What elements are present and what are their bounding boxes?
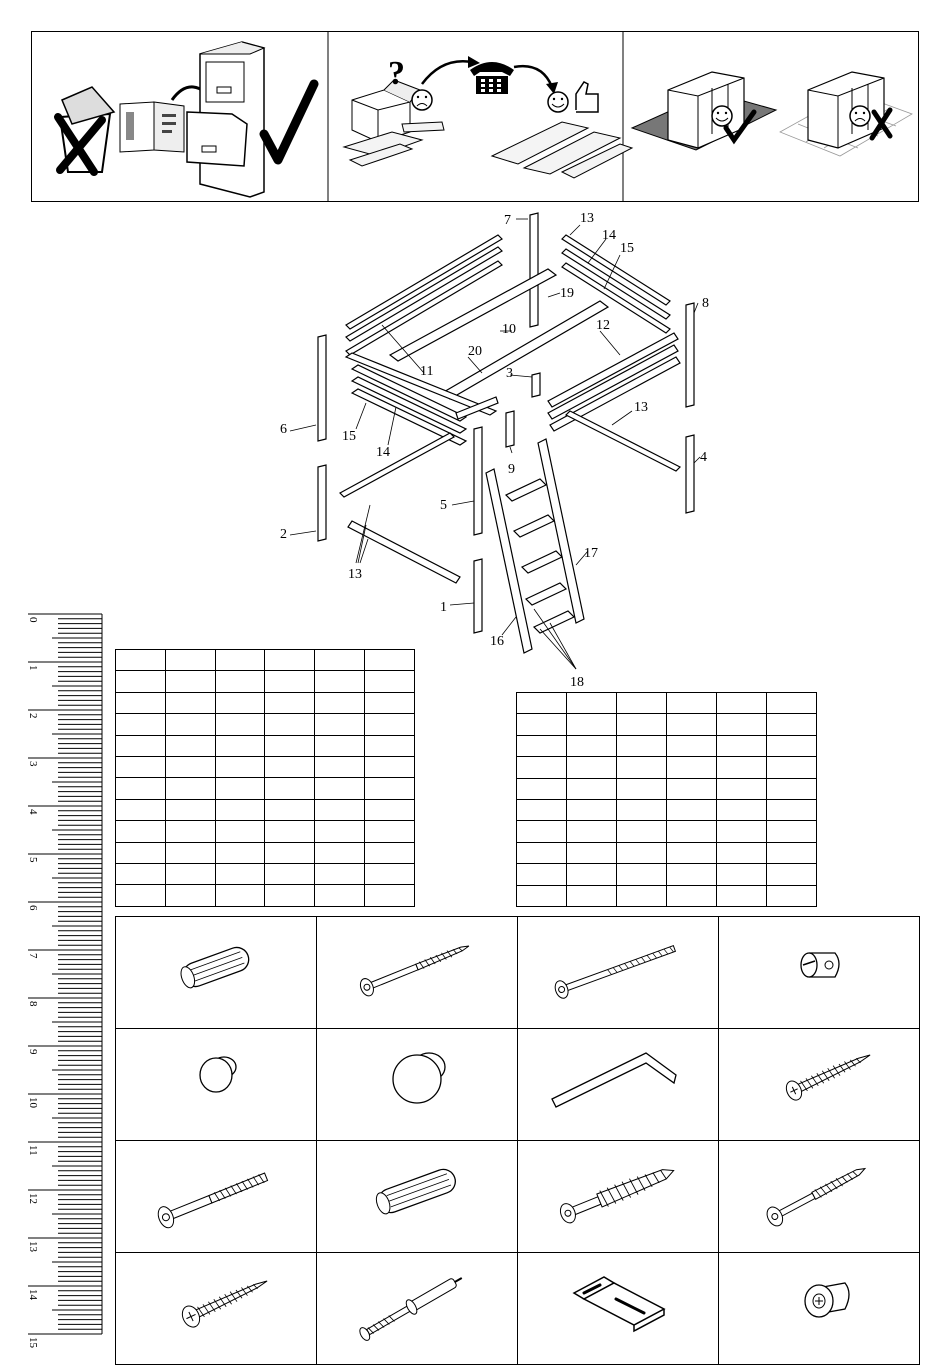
part-label: 10 — [502, 322, 516, 337]
sad-face-icon — [412, 90, 432, 110]
table-cell — [517, 714, 567, 735]
table-cell — [165, 799, 215, 820]
table-cell — [365, 799, 415, 820]
instruction-booklet-icon — [120, 102, 184, 152]
table-cell — [365, 757, 415, 778]
table-cell — [365, 821, 415, 842]
table-cell — [116, 842, 166, 863]
hardware-cell — [317, 917, 518, 1029]
table-cell — [116, 885, 166, 907]
hardware-cell — [719, 1141, 920, 1253]
table-cell — [667, 842, 717, 863]
table-cell — [265, 757, 315, 778]
table-cell — [265, 821, 315, 842]
table-cell — [215, 757, 265, 778]
table-cell — [617, 693, 667, 714]
ruler-label: 7 — [28, 953, 39, 959]
part-label: 7 — [504, 213, 511, 228]
check-mark-icon — [264, 84, 314, 160]
table-row — [517, 714, 817, 735]
part-label: 3 — [506, 366, 513, 381]
ruler-label: 11 — [28, 1145, 39, 1156]
part-label: 6 — [280, 422, 287, 437]
part-label: 16 — [490, 634, 504, 649]
table-cell — [265, 692, 315, 713]
phillips-wood-screw-icon — [719, 1029, 919, 1135]
ruler-label: 5 — [28, 857, 39, 863]
table-row — [517, 799, 817, 820]
table-cell — [567, 885, 617, 906]
hammer-in-anchor-icon — [317, 1253, 517, 1359]
table-cell — [365, 864, 415, 885]
table-cell — [667, 799, 717, 820]
thumbs-up-icon — [576, 82, 598, 112]
sad-face-icon — [850, 106, 870, 126]
table-cell — [667, 693, 717, 714]
table-cell — [567, 799, 617, 820]
table-cell — [767, 842, 817, 863]
table-cell — [517, 821, 567, 842]
table-cell — [365, 671, 415, 692]
long-screw-icon — [317, 917, 517, 1023]
table-cell — [315, 671, 365, 692]
hardware-cell — [116, 1141, 317, 1253]
table-cell — [215, 842, 265, 863]
table-cell — [717, 864, 767, 885]
table-cell — [315, 735, 365, 756]
table-cell — [667, 885, 717, 906]
hardware-cell — [518, 1253, 719, 1365]
table-row — [116, 757, 415, 778]
ruler-label: 13 — [28, 1241, 39, 1252]
table-row — [116, 692, 415, 713]
table-cell — [215, 821, 265, 842]
table-row — [517, 885, 817, 906]
table-row — [116, 842, 415, 863]
table-row — [116, 885, 415, 907]
table-row — [116, 864, 415, 885]
table-cell — [667, 757, 717, 778]
ruler-label: 6 — [28, 905, 39, 911]
ruler-label: 15 — [28, 1337, 39, 1348]
table-cell — [567, 842, 617, 863]
table-cell — [116, 757, 166, 778]
happy-face-icon — [712, 106, 732, 126]
table-cell — [315, 842, 365, 863]
allen-key-icon — [518, 1029, 718, 1135]
instruction-banner-art — [32, 32, 918, 201]
question-mark-icon: ? — [388, 55, 405, 92]
table-row — [116, 714, 415, 735]
table-cell — [365, 692, 415, 713]
ruler-label: 8 — [28, 1001, 39, 1007]
part-label: 9 — [508, 462, 515, 477]
table-cell — [365, 885, 415, 907]
angle-bracket-icon — [518, 1253, 718, 1359]
wooden-dowel-large-icon — [317, 1141, 517, 1247]
table-cell — [517, 842, 567, 863]
table-cell — [315, 885, 365, 907]
hardware-cell — [317, 1141, 518, 1253]
part-label: 2 — [280, 527, 287, 542]
table-cell — [517, 864, 567, 885]
table-row — [116, 650, 415, 671]
table-cell — [215, 778, 265, 799]
table-cell — [617, 757, 667, 778]
table-cell — [165, 650, 215, 671]
part-label: 13 — [348, 567, 362, 582]
telephone-icon — [470, 62, 514, 94]
ruler-label: 9 — [28, 1049, 39, 1055]
table-cell — [315, 799, 365, 820]
table-cell — [116, 714, 166, 735]
table-cell — [116, 671, 166, 692]
table-cell — [315, 757, 365, 778]
table-row — [517, 842, 817, 863]
table-cell — [567, 778, 617, 799]
assembly-diagram — [270, 205, 730, 695]
table-row — [116, 778, 415, 799]
table-cell — [767, 735, 817, 756]
part-label: 14 — [602, 228, 616, 243]
table-cell — [315, 692, 365, 713]
hardware-cell — [719, 917, 920, 1029]
table-cell — [165, 671, 215, 692]
table-cell — [517, 799, 567, 820]
table-cell — [767, 885, 817, 906]
table-row — [116, 671, 415, 692]
table-cell — [116, 778, 166, 799]
table-cell — [717, 778, 767, 799]
table-cell — [265, 735, 315, 756]
hardware-grid — [115, 916, 920, 1365]
wall-plug-screw-icon — [518, 1141, 718, 1247]
part-label: 13 — [634, 400, 648, 415]
hardware-cell — [116, 1029, 317, 1141]
table-cell — [517, 757, 567, 778]
table-row — [116, 735, 415, 756]
hardware-cell — [116, 1253, 317, 1365]
table-cell — [215, 735, 265, 756]
wooden-dowel-icon — [116, 917, 316, 1023]
table-row — [116, 799, 415, 820]
table-cell — [667, 778, 717, 799]
table-cell — [567, 693, 617, 714]
table-cell — [717, 714, 767, 735]
table-cell — [165, 778, 215, 799]
table-cell — [767, 864, 817, 885]
table-cell — [617, 799, 667, 820]
large-knob-icon — [317, 1029, 517, 1135]
table-cell — [116, 692, 166, 713]
threaded-sleeve-nut-icon — [719, 1253, 919, 1359]
part-label: 8 — [702, 296, 709, 311]
table-cell — [116, 864, 166, 885]
table-row — [517, 693, 817, 714]
table-cell — [215, 799, 265, 820]
table-cell — [767, 714, 817, 735]
part-label: 20 — [468, 344, 482, 359]
table-cell — [265, 650, 315, 671]
table-cell — [116, 821, 166, 842]
ruler-label: 2 — [28, 713, 39, 719]
table-cell — [717, 799, 767, 820]
table-cell — [617, 714, 667, 735]
cam-barrel-nut-icon — [719, 917, 919, 1023]
part-label: 13 — [580, 211, 594, 226]
table-cell — [215, 864, 265, 885]
part-label: 11 — [420, 364, 434, 379]
ruler-label: 4 — [28, 809, 39, 815]
hardware-cell — [317, 1253, 518, 1365]
table-cell — [315, 778, 365, 799]
long-bolt-icon — [518, 917, 718, 1023]
table-cell — [567, 714, 617, 735]
table-cell — [165, 692, 215, 713]
table-cell — [767, 799, 817, 820]
table-cell — [567, 864, 617, 885]
table-cell — [365, 778, 415, 799]
table-cell — [116, 735, 166, 756]
table-cell — [567, 735, 617, 756]
table-cell — [315, 821, 365, 842]
ruler-label: 12 — [28, 1193, 39, 1204]
sorted-boards-icon — [492, 122, 632, 178]
measuring-ruler — [28, 612, 104, 1357]
part-label: 15 — [620, 241, 634, 256]
table-cell — [667, 821, 717, 842]
table-cell — [517, 778, 567, 799]
table-cell — [567, 821, 617, 842]
table-cell — [265, 842, 315, 863]
table-cell — [767, 778, 817, 799]
hardware-cell — [719, 1253, 920, 1365]
table-cell — [365, 735, 415, 756]
phillips-wood-screw-2-icon — [116, 1253, 316, 1359]
open-box-icon — [352, 80, 420, 142]
part-label: 14 — [376, 445, 390, 460]
table-cell — [165, 757, 215, 778]
table-row — [517, 864, 817, 885]
table-cell — [617, 735, 667, 756]
table-cell — [767, 693, 817, 714]
part-label: 18 — [570, 675, 584, 690]
table-cell — [215, 650, 265, 671]
hardware-cell — [518, 1141, 719, 1253]
hardware-cell — [116, 917, 317, 1029]
table-cell — [265, 885, 315, 907]
table-cell — [265, 864, 315, 885]
table-cell — [717, 757, 767, 778]
table-row — [517, 757, 817, 778]
table-cell — [315, 714, 365, 735]
small-knob-icon — [116, 1029, 316, 1135]
table-cell — [517, 693, 567, 714]
part-label: 1 — [440, 600, 447, 615]
happy-face-icon — [548, 92, 568, 112]
instruction-banner — [31, 31, 919, 202]
hardware-cell — [518, 917, 719, 1029]
ruler-label: 1 — [28, 665, 39, 671]
table-cell — [365, 714, 415, 735]
table-cell — [315, 864, 365, 885]
table-cell — [667, 735, 717, 756]
filing-cabinet-icon — [187, 42, 264, 197]
ruler-label: 3 — [28, 761, 39, 767]
table-cell — [517, 735, 567, 756]
table-cell — [165, 842, 215, 863]
hardware-cell — [317, 1029, 518, 1141]
connector-screw-icon — [719, 1141, 919, 1247]
hardware-cell — [518, 1029, 719, 1141]
ruler-label: 14 — [28, 1289, 39, 1300]
table-cell — [617, 778, 667, 799]
table-cell — [365, 842, 415, 863]
arrow-icon — [422, 61, 472, 84]
ruler-label: 0 — [28, 617, 39, 623]
table-cell — [165, 821, 215, 842]
part-label: 17 — [584, 546, 598, 561]
table-cell — [617, 842, 667, 863]
ruler-label: 10 — [28, 1097, 39, 1108]
part-label: 15 — [342, 429, 356, 444]
part-label: 4 — [700, 450, 707, 465]
table-cell — [265, 714, 315, 735]
table-cell — [717, 821, 767, 842]
table-cell — [265, 671, 315, 692]
table-cell — [717, 735, 767, 756]
table-cell — [567, 757, 617, 778]
table-cell — [215, 885, 265, 907]
table-cell — [517, 885, 567, 906]
table-cell — [717, 693, 767, 714]
table-cell — [617, 885, 667, 906]
table-cell — [165, 735, 215, 756]
parts-count-table-right — [516, 692, 817, 907]
table-cell — [365, 650, 415, 671]
arrow-icon — [514, 66, 552, 87]
table-cell — [116, 650, 166, 671]
parts-count-table-left — [115, 649, 415, 907]
table-cell — [215, 671, 265, 692]
part-label: 5 — [440, 498, 447, 513]
part-label: 19 — [560, 286, 574, 301]
table-cell — [767, 821, 817, 842]
table-cell — [617, 864, 667, 885]
table-cell — [667, 864, 717, 885]
table-cell — [315, 650, 365, 671]
table-cell — [165, 864, 215, 885]
table-cell — [717, 885, 767, 906]
table-cell — [215, 714, 265, 735]
table-cell — [667, 714, 717, 735]
table-cell — [265, 799, 315, 820]
hardware-cell — [719, 1029, 920, 1141]
table-cell — [116, 799, 166, 820]
table-cell — [215, 692, 265, 713]
table-row — [517, 778, 817, 799]
ruler-ticks — [28, 612, 104, 1357]
bolt-hex-socket-icon — [116, 1141, 316, 1247]
table-row — [116, 821, 415, 842]
table-cell — [717, 842, 767, 863]
table-row — [517, 735, 817, 756]
table-cell — [767, 757, 817, 778]
table-cell — [165, 885, 215, 907]
table-cell — [165, 714, 215, 735]
part-label: 12 — [596, 318, 610, 333]
table-row — [517, 821, 817, 842]
table-cell — [617, 821, 667, 842]
table-cell — [265, 778, 315, 799]
